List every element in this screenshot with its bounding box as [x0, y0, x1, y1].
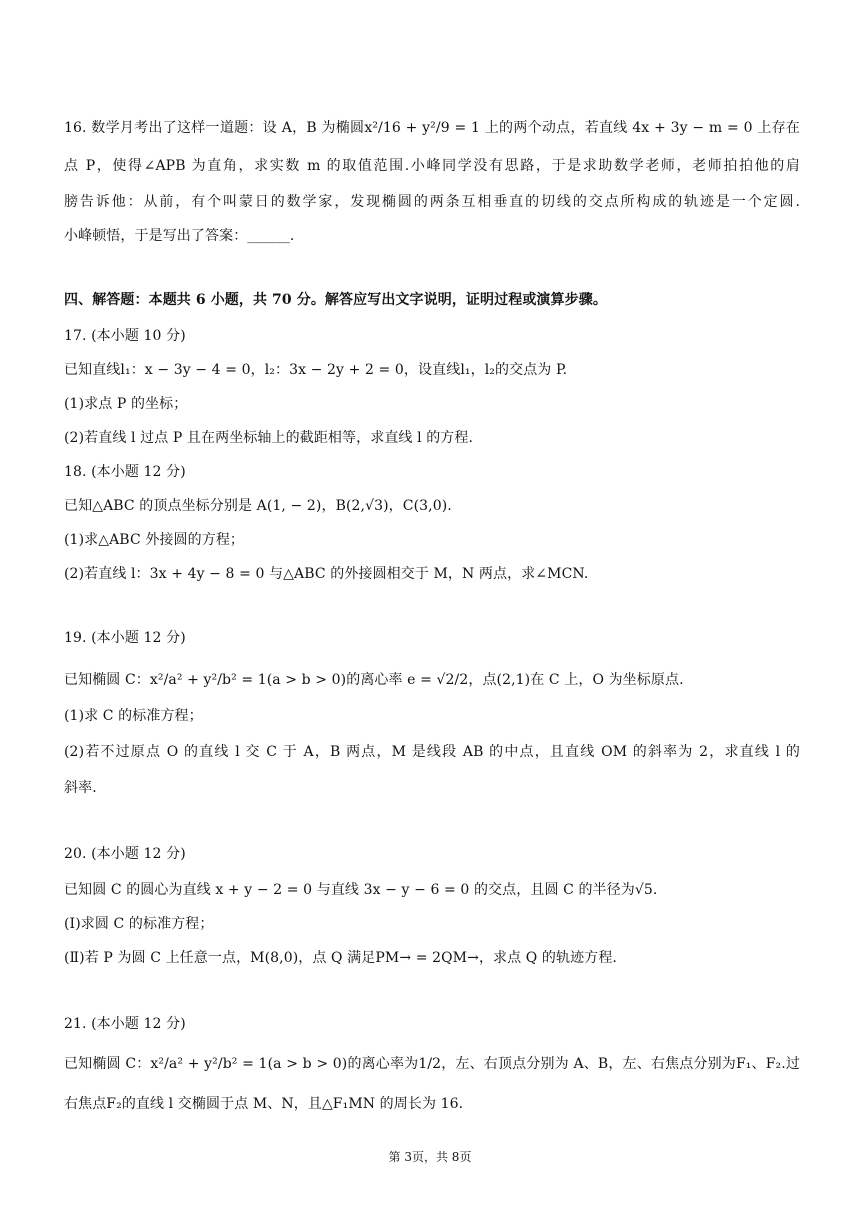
q18-header: 18. (本小题 12 分)	[64, 464, 186, 480]
q16-line-3: 膀告诉他：从前，有个叫蒙日的数学家，发现椭圆的两条互相垂直的切线的交点所构成的轨迹是一个定圆.	[64, 194, 800, 210]
q16-line-1: 16. 数学月考出了这样一道题：设 A，B 为椭圆x²/16 + y²/9 = 1 上的两个动点，若直线 4x + 3y − m = 0 上存在	[64, 120, 800, 136]
q17-part-2: (2)若直线 l 过点 P 且在两坐标轴上的截距相等，求直线 l 的方程.	[64, 430, 474, 446]
q16-line-2: 点 P，使得∠APB 为直角，求实数 m 的取值范围.小峰同学没有思路，于是求助数学老师，老师拍拍他的肩	[64, 158, 800, 174]
section-4-heading: 四、解答题：本题共 6 小题，共 70 分。解答应写出文字说明，证明过程或演算步骤。	[64, 292, 607, 308]
q17-header: 17. (本小题 10 分)	[64, 328, 186, 344]
page-footer: 第 3页，共 8页	[388, 1150, 472, 1164]
q19-part-2-line-1: (2)若不过原点 O 的直线 l 交 C 于 A，B 两点，M 是线段 AB 的中点，且直线 OM 的斜率为 2，求直线 l 的	[64, 744, 800, 760]
q17-part-1: (1)求点 P 的坐标；	[64, 396, 188, 412]
q17-stem: 已知直线l₁：x − 3y − 4 = 0，l₂：3x − 2y + 2 = 0，设直线l₁，l₂的交点为 P.	[64, 362, 568, 378]
q20-part-2: (Ⅱ)若 P 为圆 C 上任意一点，M(8,0)，点 Q 满足PM→ = 2QM→，求点 Q 的轨迹方程.	[64, 950, 617, 966]
q21-stem-line-2: 右焦点F₂的直线 l 交椭圆于点 M、N，且△F₁MN 的周长为 16.	[64, 1096, 464, 1112]
q19-header: 19. (本小题 12 分)	[64, 630, 186, 646]
q21-stem-line-1: 已知椭圆 C：x²/a² + y²/b² = 1(a > b > 0)的离心率为1/2，左、右顶点分别为 A、B，左、右焦点分别为F₁、F₂.过	[64, 1056, 800, 1072]
q20-part-1: (Ⅰ)求圆 C 的标准方程；	[64, 916, 214, 932]
q18-part-1: (1)求△ABC 外接圆的方程；	[64, 532, 245, 548]
q19-part-2-line-2: 斜率.	[64, 780, 97, 796]
q19-part-1: (1)求 C 的标准方程；	[64, 708, 203, 724]
q20-header: 20. (本小题 12 分)	[64, 846, 186, 862]
q20-stem: 已知圆 C 的圆心为直线 x + y − 2 = 0 与直线 3x − y − 6 = 0 的交点，且圆 C 的半径为√5.	[64, 882, 658, 898]
q19-stem: 已知椭圆 C：x²/a² + y²/b² = 1(a > b > 0)的离心率 e = √2/2，点(2,1)在 C 上，O 为坐标原点.	[64, 672, 684, 688]
q21-header: 21. (本小题 12 分)	[64, 1016, 186, 1032]
q18-part-2: (2)若直线 l：3x + 4y − 8 = 0 与△ABC 的外接圆相交于 M，N 两点，求∠MCN.	[64, 566, 589, 582]
q16-line-4: 小峰顿悟，于是写出了答案：______.	[64, 228, 295, 244]
q18-stem: 已知△ABC 的顶点坐标分别是 A(1, − 2)，B(2,√3)，C(3,0).	[64, 498, 452, 514]
